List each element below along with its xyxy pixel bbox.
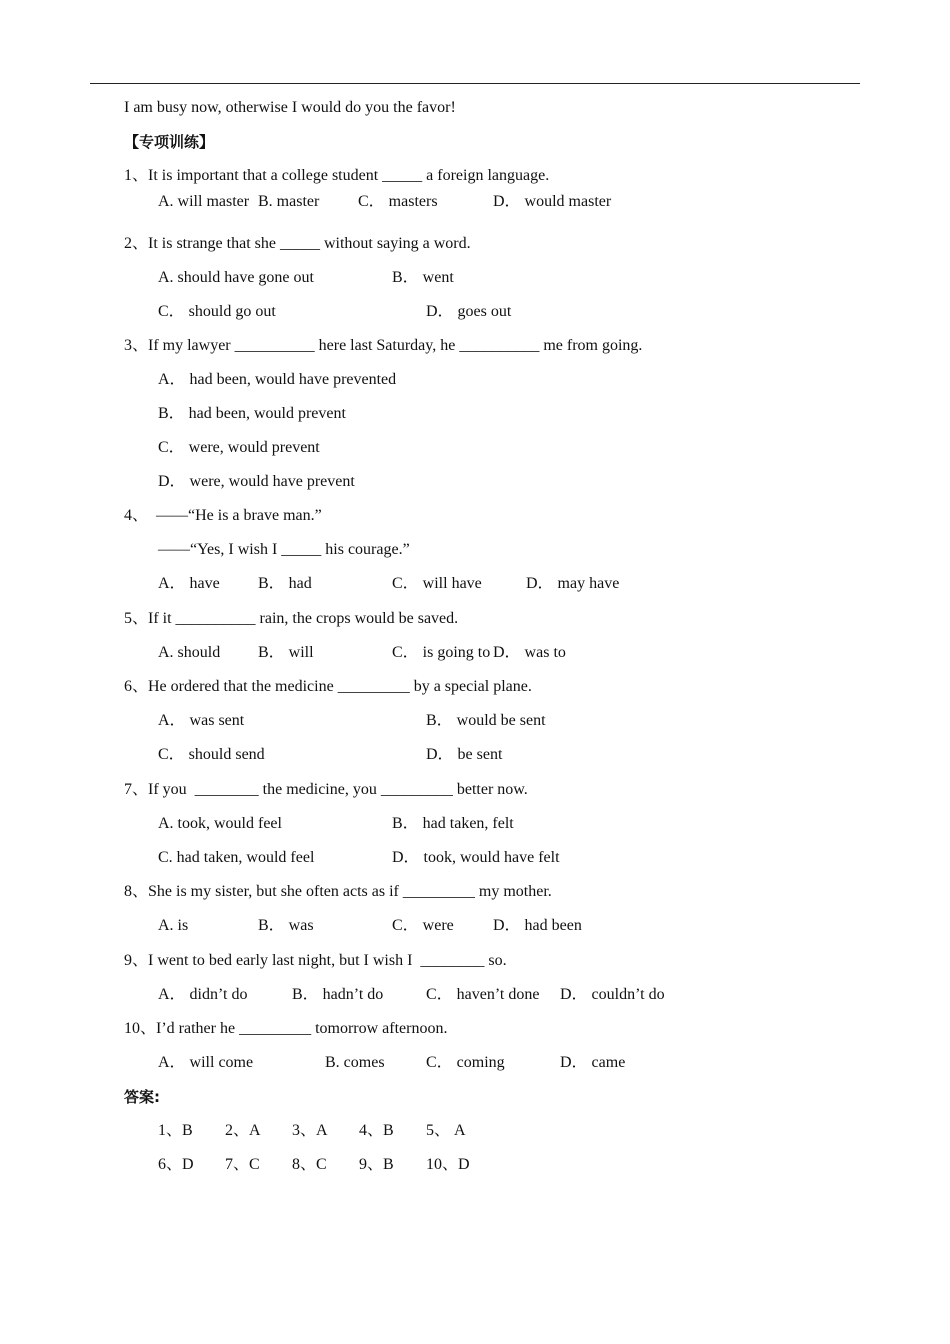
question-1-option-d: D． would master bbox=[493, 193, 612, 210]
question-8-option-b: B． was bbox=[258, 917, 314, 934]
question-6-stem: 6、He ordered that the medicine _________ by a special plane. bbox=[124, 678, 532, 695]
answer-6: 6、D bbox=[158, 1156, 194, 1173]
question-9-option-d: D． couldn’t do bbox=[560, 986, 665, 1003]
answer-8: 8、C bbox=[292, 1156, 327, 1173]
intro-sentence: I am busy now, otherwise I would do you the favor! bbox=[124, 99, 456, 116]
question-5-option-c: C． is going to bbox=[392, 644, 491, 661]
question-4-option-c: C． will have bbox=[392, 575, 482, 592]
question-4-option-d: D． may have bbox=[526, 575, 620, 592]
question-5-option-b: B． will bbox=[258, 644, 314, 661]
question-7-option-b: B． had taken, felt bbox=[392, 815, 514, 832]
question-8-stem: 8、She is my sister, but she often acts as if _________ my mother. bbox=[124, 883, 552, 900]
answers-heading: 答案: bbox=[124, 1088, 160, 1106]
question-1-stem: 1、It is important that a college student _____ a foreign language. bbox=[124, 167, 550, 184]
answer-7: 7、C bbox=[225, 1156, 260, 1173]
question-9-option-a: A． didn’t do bbox=[158, 986, 248, 1003]
question-7-option-c: C. had taken, would feel bbox=[158, 849, 315, 866]
question-4-option-a: A． have bbox=[158, 575, 220, 592]
question-3-option-d: D． were, would have prevent bbox=[158, 473, 355, 490]
question-2-option-a: A. should have gone out bbox=[158, 269, 314, 286]
question-8-option-d: D． had been bbox=[493, 917, 582, 934]
question-2-stem: 2、It is strange that she _____ without saying a word. bbox=[124, 235, 471, 252]
answer-3: 3、A bbox=[292, 1122, 328, 1139]
question-6-option-b: B． would be sent bbox=[426, 712, 546, 729]
question-3-option-b: B． had been, would prevent bbox=[158, 405, 346, 422]
answer-10: 10、D bbox=[426, 1156, 470, 1173]
answer-9: 9、B bbox=[359, 1156, 394, 1173]
header-rule bbox=[90, 83, 860, 84]
answer-2: 2、A bbox=[225, 1122, 261, 1139]
question-2-option-d: D． goes out bbox=[426, 303, 512, 320]
question-9-option-b: B． hadn’t do bbox=[292, 986, 384, 1003]
question-5-option-a: A. should bbox=[158, 644, 221, 661]
question-6-option-d: D． be sent bbox=[426, 746, 503, 763]
question-3-stem: 3、If my lawyer __________ here last Saturday, he __________ me from going. bbox=[124, 337, 643, 354]
answer-1: 1、B bbox=[158, 1122, 193, 1139]
question-8-option-a: A. is bbox=[158, 917, 189, 934]
question-4-stem: 4、 ——“He is a brave man.” bbox=[124, 507, 322, 524]
question-3-option-c: C． were, would prevent bbox=[158, 439, 320, 456]
question-1-option-b: B. master bbox=[258, 193, 320, 210]
question-10-option-d: D． came bbox=[560, 1054, 626, 1071]
question-4-stem-line2: ——“Yes, I wish I _____ his courage.” bbox=[158, 541, 410, 558]
question-7-option-a: A. took, would feel bbox=[158, 815, 282, 832]
question-8-option-c: C． were bbox=[392, 917, 454, 934]
question-6-option-a: A． was sent bbox=[158, 712, 245, 729]
question-10-stem: 10、I’d rather he _________ tomorrow afternoon. bbox=[124, 1020, 448, 1037]
question-1-option-a: A. will master bbox=[158, 193, 250, 210]
question-1-option-c: C． masters bbox=[358, 193, 438, 210]
question-9-option-c: C． haven’t done bbox=[426, 986, 540, 1003]
question-10-option-c: C． coming bbox=[426, 1054, 505, 1071]
question-10-option-b: B. comes bbox=[325, 1054, 385, 1071]
question-5-stem: 5、If it __________ rain, the crops would be saved. bbox=[124, 610, 459, 627]
section-heading: 【专项训练】 bbox=[124, 133, 215, 151]
question-3-option-a: A． had been, would have prevented bbox=[158, 371, 397, 388]
question-7-option-d: D． took, would have felt bbox=[392, 849, 560, 866]
question-6-option-c: C． should send bbox=[158, 746, 265, 763]
question-2-option-b: B． went bbox=[392, 269, 454, 286]
question-4-option-b: B． had bbox=[258, 575, 312, 592]
question-9-stem: 9、I went to bed early last night, but I wish I ________ so. bbox=[124, 952, 507, 969]
answer-4: 4、B bbox=[359, 1122, 394, 1139]
answer-5: 5、 A bbox=[426, 1122, 466, 1139]
question-10-option-a: A． will come bbox=[158, 1054, 254, 1071]
question-5-option-d: D． was to bbox=[493, 644, 566, 661]
question-2-option-c: C． should go out bbox=[158, 303, 276, 320]
question-7-stem: 7、If you ________ the medicine, you _________ better now. bbox=[124, 781, 528, 798]
